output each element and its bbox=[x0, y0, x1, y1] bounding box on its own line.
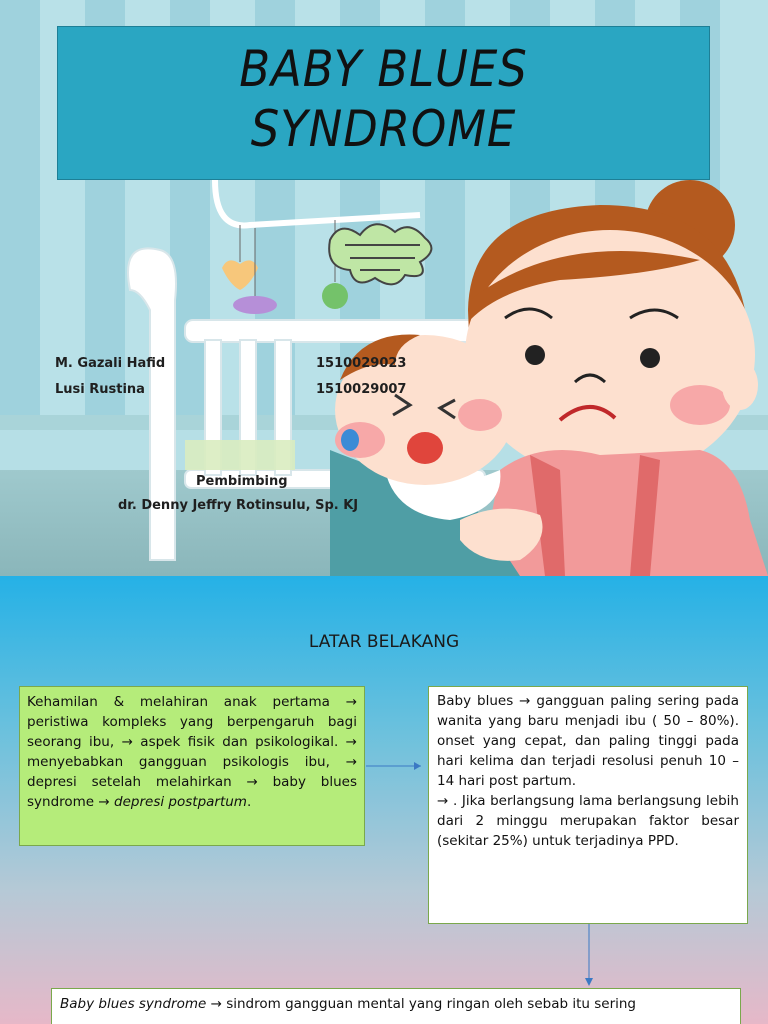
author-name-1: M. Gazali Hafid bbox=[55, 356, 166, 371]
text-segment: sindrom gangguan mental yang ringan oleh sebab itu sering bbox=[221, 996, 636, 1012]
arrow-icon: → bbox=[210, 996, 222, 1012]
author-name-2: Lusi Rustina bbox=[55, 382, 145, 397]
text-segment: peristiwa kompleks yang berpengaruh bagi seorang ibu, bbox=[27, 714, 357, 750]
supervisor-label: Pembimbing bbox=[196, 474, 288, 489]
text-segment-italic: Baby blues syndrome bbox=[60, 996, 207, 1012]
author-id-2: 1510029007 bbox=[316, 382, 407, 397]
text-segment: aspek fisik dan psikologikal. bbox=[132, 734, 346, 750]
author-id-1: 1510029023 bbox=[316, 356, 407, 371]
text-segment: depresi setelah melahirkan bbox=[27, 774, 247, 790]
title-banner bbox=[57, 26, 710, 180]
title-line-2: SYNDROME bbox=[250, 100, 517, 158]
text-segment: . Jika berlangsung lama berlangsung lebih dari 2 minggu merupakan faktor besar (sekitar 25%) untuk terjadinya PPD. bbox=[437, 793, 739, 849]
arrow-icon: → bbox=[121, 734, 133, 750]
supervisor-name: dr. Denny Jeffry Rotinsulu, Sp. KJ bbox=[118, 498, 359, 513]
text-segment: Kehamilan & melahiran anak pertama bbox=[27, 694, 346, 710]
title-line-1: BABY BLUES bbox=[239, 40, 528, 98]
text-segment: gangguan paling sering pada wanita yang baru menjadi ibu ( 50 – 80%). onset yang cepat, dan paling tinggi pada hari kelima dan terjadi resolusi penuh 10 – 14 hari post partum. bbox=[437, 693, 739, 789]
text-segment: Baby blues bbox=[437, 693, 520, 709]
summary-box bbox=[51, 988, 741, 1024]
arrow-icon: → bbox=[519, 693, 531, 709]
arrow-icon: → bbox=[345, 694, 357, 710]
text-segment: baby blues syndrome bbox=[27, 774, 357, 810]
arrow-icon: → bbox=[345, 734, 357, 750]
text-segment-italic: depresi postpartum bbox=[114, 794, 247, 810]
arrow-icon: → bbox=[345, 754, 357, 770]
arrow-icon: → bbox=[98, 794, 110, 810]
background-slide bbox=[0, 576, 768, 1024]
section-heading: LATAR BELAKANG bbox=[308, 632, 460, 652]
definition-box bbox=[428, 686, 748, 924]
arrow-icon: → bbox=[437, 793, 449, 809]
text-segment: . bbox=[246, 794, 252, 810]
arrow-icon: → bbox=[246, 774, 258, 790]
text-segment: menyebabkan gangguan psikologis ibu, bbox=[27, 754, 346, 770]
context-box bbox=[19, 686, 365, 846]
